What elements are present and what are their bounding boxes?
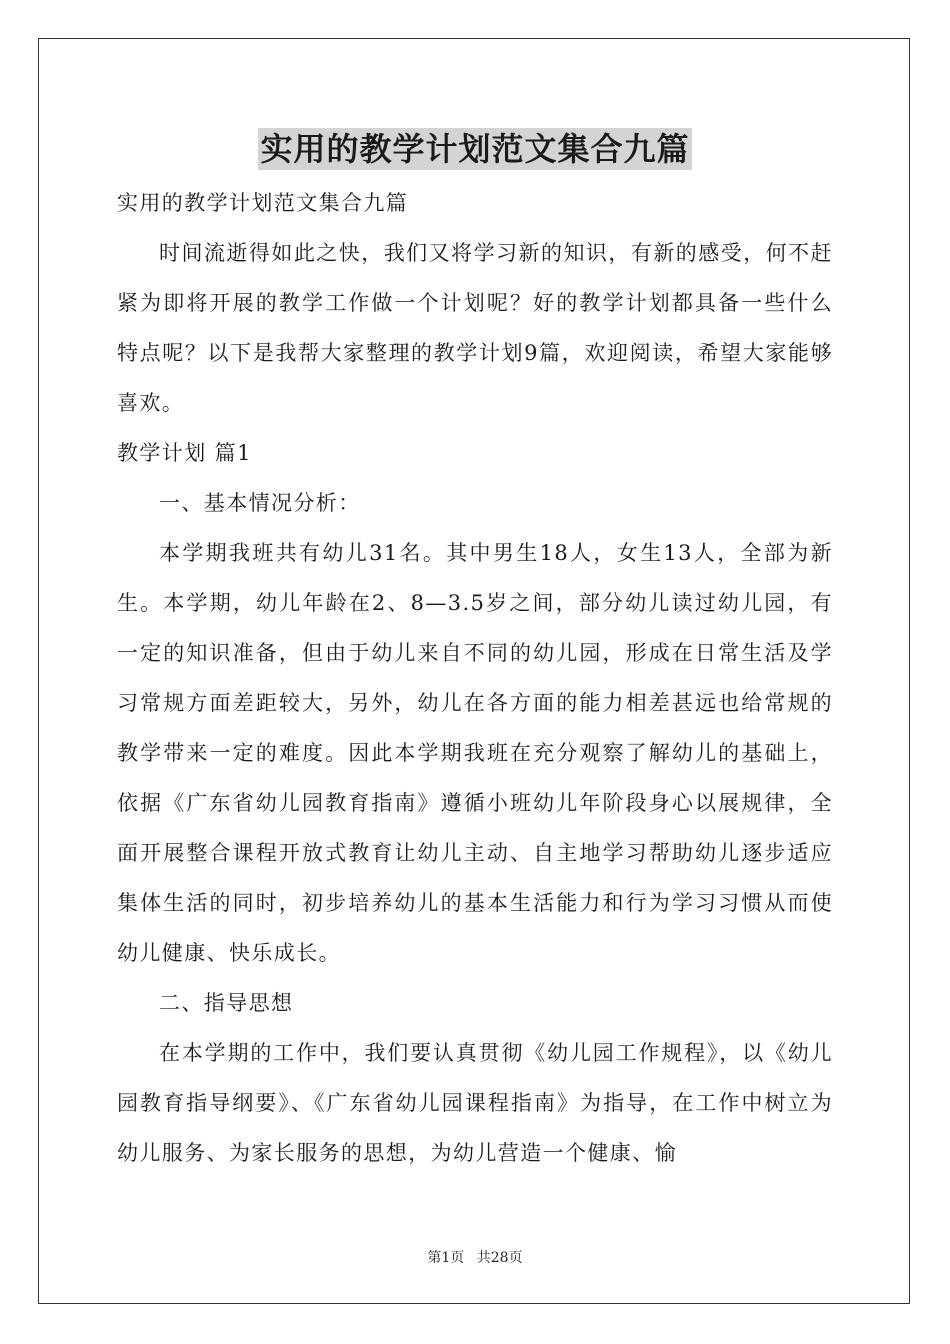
document-body	[117, 178, 833, 1178]
part1-heading: 一、基本情况分析：	[159, 491, 361, 515]
document-title	[0, 128, 950, 170]
page-number: 第1页	[427, 1250, 465, 1266]
section-heading: 教学计划 篇1	[117, 441, 252, 465]
part1-paragraph: 本学期我班共有幼儿31名。其中男生18人，女生13人，全部为新生。本学期，幼儿年龄在2、8—3.5岁之间，部分幼儿读过幼儿园，有一定的知识准备，但由于幼儿来自不同的幼儿园，形成在日常生活及学习常规方面差距较大，另外，幼儿在各方面的能力相差甚远也给常规的教学带来一定的难度。因此本学期我班在充分观察了解幼儿的基础上，依据《广东省幼儿园教育指南》遵循小班幼儿年阶段身心以展规律，全面开展整合课程开放式教育让幼儿主动、自主地学习帮助幼儿逐步适应集体生活的同时，初步培养幼儿的基本生活能力和行为学习习惯从而使幼儿健康、快乐成长。	[117, 541, 833, 965]
intro-paragraph: 时间流逝得如此之快，我们又将学习新的知识，有新的感受，何不赶紧为即将开展的教学工作做一个计划呢？好的教学计划都具备一些什么特点呢？以下是我帮大家整理的教学计划9篇，欢迎阅读，希望大家能够喜欢。	[117, 241, 833, 415]
part2-heading: 二、指导思想	[159, 991, 294, 1015]
part2-paragraph: 在本学期的工作中，我们要认真贯彻《幼儿园工作规程》，以《幼儿园教育指导纲要》、《广东省幼儿园课程指南》为指导，在工作中树立为幼儿服务、为家长服务的思想，为幼儿营造一个健康、愉	[117, 1041, 833, 1165]
page-footer	[0, 1247, 950, 1267]
document-title-text: 实用的教学计划范文集合九篇	[260, 130, 690, 168]
page-total: 共28页	[476, 1250, 523, 1266]
document-subtitle: 实用的教学计划范文集合九篇	[117, 191, 409, 215]
